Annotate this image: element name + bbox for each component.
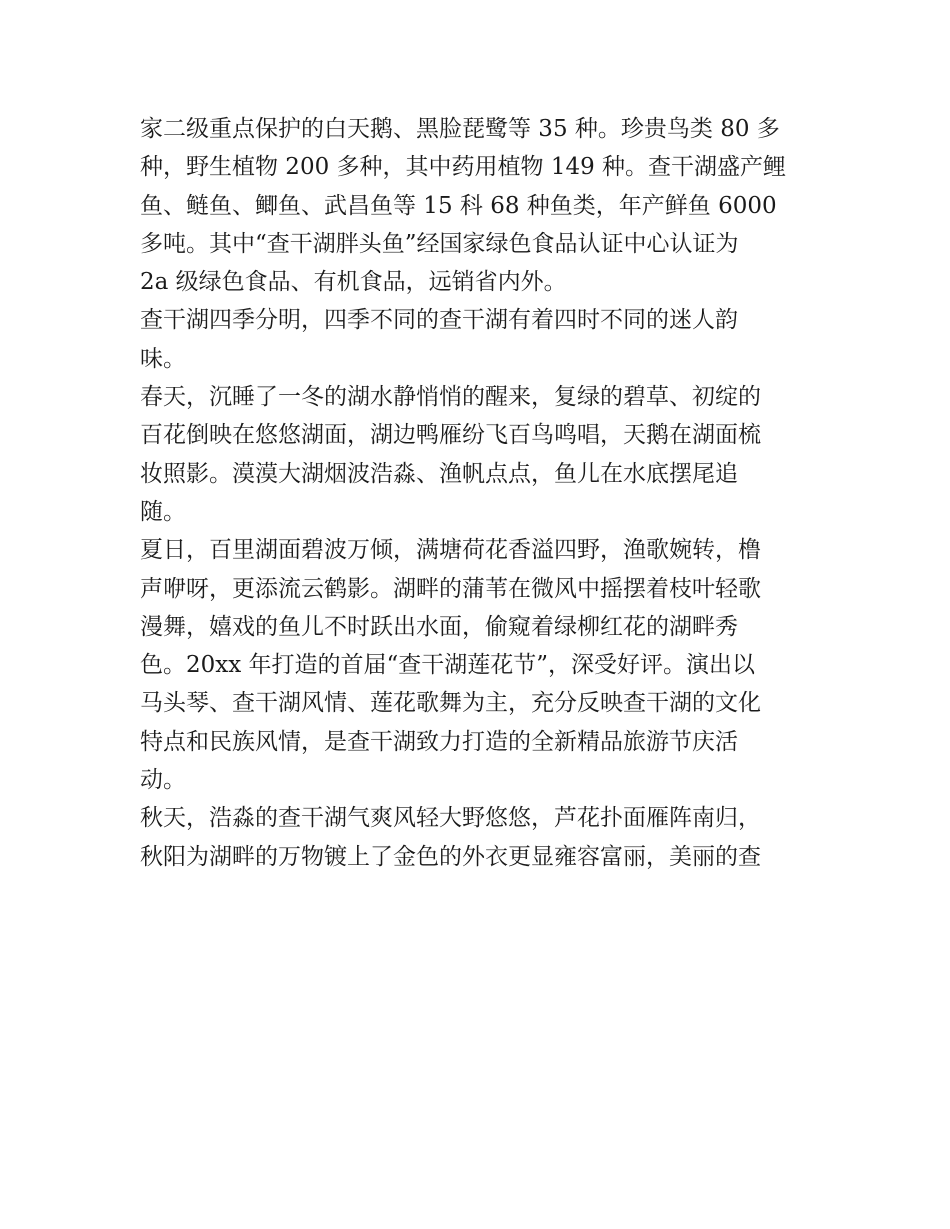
- text-line: 马头琴、查干湖风情、莲花歌舞为主，充分反映查干湖的文化: [140, 690, 761, 717]
- text-line: 种，野生植物 200 多种，其中药用植物 149 种。查干湖盛产鲤: [140, 154, 787, 181]
- text-line: 色。20xx 年打造的首届“查干湖莲花节”，深受好评。演出以: [140, 652, 756, 679]
- text-line: 多吨。其中“查干湖胖头鱼”经国家绿色食品认证中心认证为: [140, 230, 739, 257]
- text-line: 家二级重点保护的白天鹅、黑脸琵鹭等 35 种。珍贵鸟类 80 多: [140, 116, 780, 142]
- paragraph-wildlife-fish: [140, 110, 820, 301]
- text-line: 百花倒映在悠悠湖面，湖边鸭雁纷飞百鸟鸣唱，天鹅在湖面梳: [140, 422, 761, 449]
- paragraph-summer: [140, 531, 820, 799]
- text-line: 春天，沉睡了一冬的湖水静悄悄的醒来，复绿的碧草、初绽的: [140, 384, 761, 411]
- text-line: 鱼、鲢鱼、鲫鱼、武昌鱼等 15 科 68 种鱼类，年产鲜鱼 6000: [140, 192, 777, 219]
- text-line: 妆照影。漠漠大湖烟波浩淼、渔帆点点，鱼儿在水底摆尾追: [140, 460, 738, 487]
- paragraph-autumn: [140, 799, 820, 876]
- document-body: [140, 110, 820, 876]
- text-line: 夏日，百里湖面碧波万倾，满塘荷花香溢四野，渔歌婉转，橹: [140, 537, 761, 564]
- paragraph-spring: [140, 378, 820, 531]
- paragraph-four-seasons: [140, 301, 820, 378]
- text-line: 查干湖四季分明，四季不同的查干湖有着四时不同的迷人韵: [140, 307, 738, 334]
- text-line: 随。: [140, 498, 186, 525]
- text-line: 秋天，浩淼的查干湖气爽风轻大野悠悠，芦花扑面雁阵南归，: [140, 805, 761, 832]
- text-line: 味。: [140, 345, 186, 372]
- text-line: 声咿呀，更添流云鹤影。湖畔的蒲苇在微风中摇摆着枝叶轻歌: [140, 575, 761, 602]
- text-line: 秋阳为湖畔的万物镀上了金色的外衣更显雍容富丽，美丽的查: [140, 843, 761, 870]
- text-line: 特点和民族风情，是查干湖致力打造的全新精品旅游节庆活: [140, 728, 738, 755]
- text-line: 漫舞，嬉戏的鱼儿不时跃出水面，偷窥着绿柳红花的湖畔秀: [140, 613, 738, 640]
- text-line: 动。: [140, 767, 186, 794]
- text-line: 2a 级绿色食品、有机食品，远销省内外。: [140, 269, 567, 296]
